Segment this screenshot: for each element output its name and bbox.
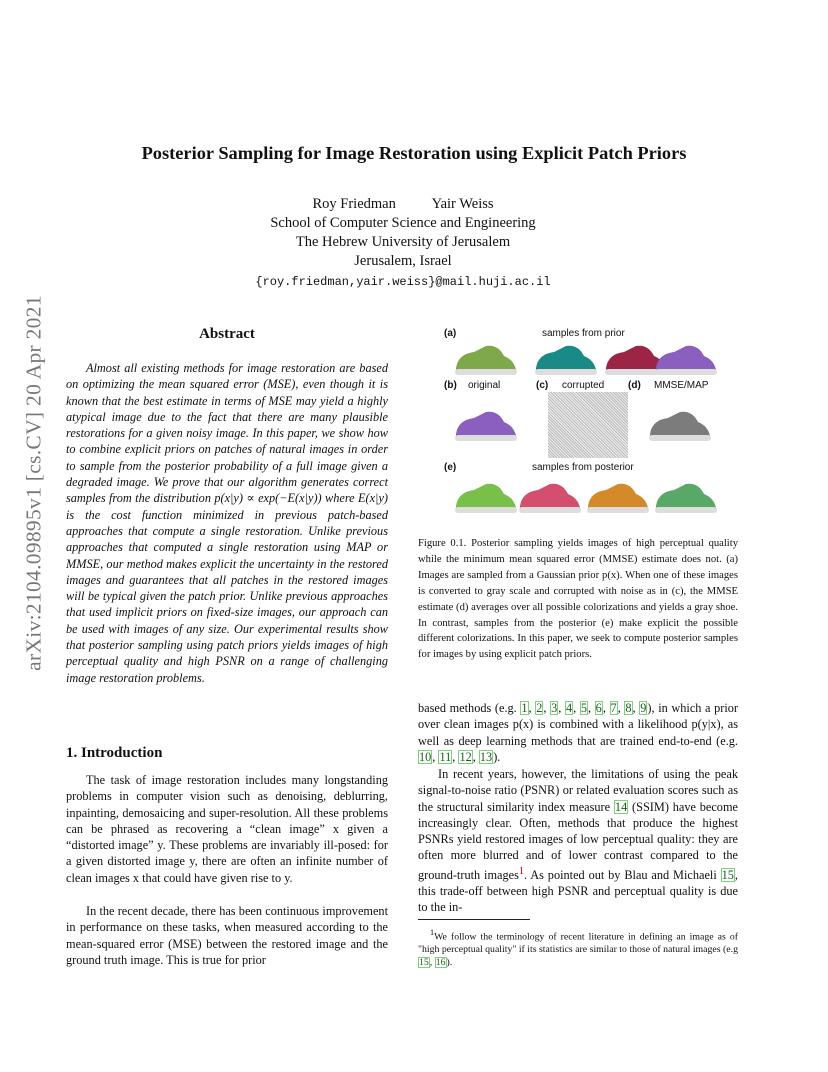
citation-link[interactable]: 8 <box>625 701 632 715</box>
footnote-rule <box>418 919 530 920</box>
figure-title-posterior: samples from posterior <box>532 462 634 473</box>
mmse-shoe <box>646 404 714 446</box>
figure-label-c: (c) <box>536 380 549 391</box>
posterior-shoe-1 <box>452 476 520 518</box>
prior-shoe-2 <box>532 338 600 380</box>
citation-link[interactable]: 12 <box>459 749 472 764</box>
right-paragraph-1: based methods (e.g. 1, 2, 3, 4, 5, 6, 7, 8, 9), in which a prior over clean images p(x) is combined with a likelihood p(y|x), as well as deep learning methods that are trained end-to-end (e.g. 10, 11, 12, 13). <box>418 701 739 764</box>
citation-link[interactable]: 1 <box>521 701 528 715</box>
affiliation-location: Jerusalem, Israel <box>354 253 452 269</box>
figure-label-d: (d) <box>628 380 641 391</box>
footnote-link[interactable]: 1 <box>518 865 524 877</box>
citation-link[interactable]: 14 <box>614 799 628 814</box>
citation-link[interactable]: 10 <box>419 749 432 764</box>
figure-title-prior: samples from prior <box>542 328 625 339</box>
author-email: {roy.friedman,yair.weiss}@mail.huji.ac.il <box>255 275 551 289</box>
affiliation-school: School of Computer Science and Engineering <box>270 215 536 231</box>
figure-title-original: original <box>468 380 501 391</box>
posterior-shoe-2 <box>516 476 584 518</box>
author-names: Roy Friedman Yair Weiss <box>312 196 494 212</box>
abstract-heading: Abstract <box>199 326 255 342</box>
citation-link[interactable]: 6 <box>595 701 602 715</box>
posterior-shoe-3 <box>584 476 652 518</box>
citation-link[interactable]: 2 <box>536 701 543 715</box>
citation-link[interactable]: 13 <box>479 749 493 764</box>
citation-link[interactable]: 15 <box>419 957 429 969</box>
intro-paragraph-1: The task of image restoration includes many longstanding problems in computer vision such as denoising, deblurring, inpainting, demosaicing and super-resolution. All these problems can be phrased as recovering a “clean image” x given a “distorted image” y. These problems are invariably ill-posed: for a given distorted image y, there are often an infinite number of clean images x that could have given rise to y. <box>66 773 388 885</box>
abstract-text: Almost all existing methods for image restoration are based on optimizing the mean squared error (MSE), even though it is known that the best estimate in terms of MSE may yield a highly atypical image due to the fact that there are many plausible restorations for a given noisy image. In this paper, we show how to combine explicit priors on patches of natural images in order to sample from the posterior probability of a full image given a degraded image. We prove that our algorithm generates correct samples from the distribution p(x|y) ∝ exp(−E(x|y)) where E(x|y) is the cost function minimized in previous patch-based approaches that compute a single restoration. Unlike previous approaches that computed a single restoration using MAP or MMSE, our method makes explicit the uncertainty in the restored images and guarantees that all patches in the restored images will be typical given the patch prior. Unlike previous approaches that used implicit priors on fixed-size images, our approach can be used with images of any size. Our experimental results show that posterior sampling using patch priors yields images of high perceptual quality and high PSNR on a range of challenging image restoration problems. <box>66 361 388 685</box>
citation-link[interactable]: 7 <box>610 701 617 715</box>
corrupted-shoe-image <box>548 392 628 458</box>
citation-link[interactable]: 15 <box>721 867 734 882</box>
figure-title-mmse: MMSE/MAP <box>654 380 709 391</box>
original-shoe <box>452 404 520 446</box>
arxiv-sidebar <box>14 288 54 678</box>
intro-heading: 1. Introduction <box>66 745 163 761</box>
posterior-shoe-4 <box>652 476 720 518</box>
citation-link[interactable]: 11 <box>439 749 452 764</box>
citation-link[interactable]: 3 <box>551 701 558 715</box>
figure-label-b: (b) <box>444 380 457 391</box>
prior-shoe-1 <box>452 338 520 380</box>
affiliation-university: The Hebrew University of Jerusalem <box>295 234 511 250</box>
footnote: $^1$We follow the terminology of recent literature in defining an image as of "high perceptual quality" if its statistics are similar to those of natural images (e.g 15, 16). <box>418 928 738 969</box>
prior-shoe-4 <box>652 338 720 380</box>
figure-label-e: (e) <box>444 462 457 473</box>
figure-label-a: (a) <box>444 328 457 339</box>
figure-caption: Figure 0.1. Posterior sampling yields images of high perceptual quality while the minimum mean squared error (MMSE) estimate does not. (a) Images are sampled from a Gaussian prior p(x). When one of these images is converted to gray scale and corrupted with noise as in (c), the MMSE estimate (d) averages over all possible colorizations and yields a gray shoe. In contrast, samples from the posterior (e) make explicit the possible different colorizations. In this paper, we seek to compute posterior samples for images by using explicit patch priors. <box>418 538 738 661</box>
citation-link[interactable]: 9 <box>640 701 647 715</box>
arxiv-identifier: arXiv:2104.09895v1 [cs.CV] 20 Apr 2021 <box>21 295 46 671</box>
figure-shoes <box>420 320 740 520</box>
right-paragraph-2: In recent years, however, the limitations of using the peak signal-to-noise ratio (PSNR) or related evaluation scores such as the structural similarity index measure 14 (SSIM) have become increasingly clear. Often, methods that produce the highest PSNRs yield restored images of low perceptual quality: they are often more blurred and of lower contrast compared to the ground-truth images$^1$. As pointed out by Blau and Michaeli 15, this trade-off between high PSNR and perceptual quality is due to the in- <box>418 767 738 915</box>
citation-link[interactable]: 5 <box>580 701 587 715</box>
figure-title-corrupted: corrupted <box>562 380 605 391</box>
intro-paragraph-2: In the recent decade, there has been continuous improvement in performance on these tasks, when measured according to the mean-squared error (MSE) between the restored image and the ground truth image. This is true for prior <box>66 904 388 967</box>
citation-link[interactable]: 16 <box>435 957 446 969</box>
citation-link[interactable]: 4 <box>565 701 573 715</box>
paper-title: Posterior Sampling for Image Restoration using Explicit Patch Priors <box>141 143 687 163</box>
